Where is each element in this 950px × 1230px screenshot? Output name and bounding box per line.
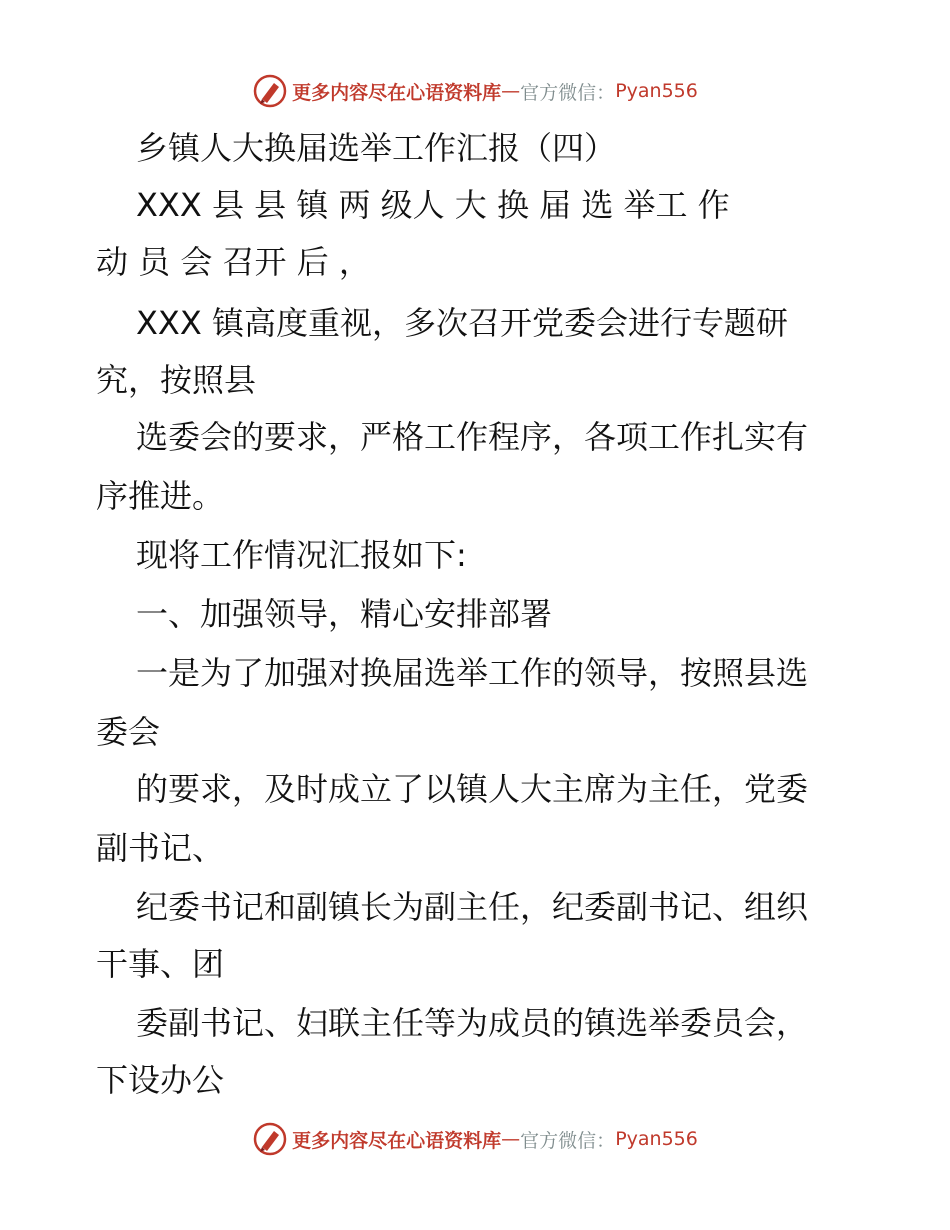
paragraph-line: 下设办公 — [96, 1061, 225, 1099]
paragraph-line: 的要求，及时成立了以镇人大主席为主任，党委 — [136, 770, 809, 808]
banner-brand-text: 更多内容尽在心语资料库 — [292, 81, 502, 104]
paragraph-line: 究，按照县 — [96, 361, 257, 399]
banner-contact-label: 官方微信： — [520, 81, 616, 104]
banner-dash: — — [501, 1128, 521, 1150]
paragraph-line: 纪委书记和副镇长为副主任，纪委副书记、组织 — [136, 888, 809, 926]
banner-dash: — — [501, 80, 521, 102]
paragraph-line: 副书记、 — [96, 829, 225, 867]
paragraph-line: 现将工作情况汇报如下: — [136, 536, 467, 574]
paragraph-line: 一是为了加强对换届选举工作的领导，按照县选 — [136, 654, 809, 692]
paragraph-line: 委副书记、妇联主任等为成员的镇选举委员会， — [136, 1004, 809, 1042]
banner-contact-id: Pyan556 — [615, 80, 698, 102]
pen-logo-icon — [252, 1121, 288, 1157]
banner-brand-text: 更多内容尽在心语资料库 — [292, 1129, 502, 1152]
banner-contact-id: Pyan556 — [615, 1128, 698, 1150]
section-heading: 一、加强领导，精心安排部署 — [136, 595, 553, 633]
paragraph-line: 干事、团 — [96, 945, 225, 983]
paragraph-line: 选委会的要求，严格工作程序，各项工作扎实有 — [136, 418, 809, 456]
pen-logo-icon — [252, 73, 288, 109]
document-title: 乡镇人大换届选举工作汇报（四） — [136, 129, 617, 167]
paragraph-line: 序推进。 — [96, 477, 225, 515]
banner-contact-label: 官方微信： — [520, 1129, 616, 1152]
header-watermark-banner — [0, 71, 950, 111]
paragraph-line: 动 员 会 召开 后 ， — [96, 243, 371, 281]
paragraph-line: XXX 县 县 镇 两 级人 大 换 届 选 举工 作 — [136, 186, 730, 224]
paragraph-line: 委会 — [96, 713, 161, 751]
footer-watermark-banner — [0, 1119, 950, 1159]
paragraph-line: XXX 镇高度重视，多次召开党委会进行专题研 — [136, 304, 788, 342]
